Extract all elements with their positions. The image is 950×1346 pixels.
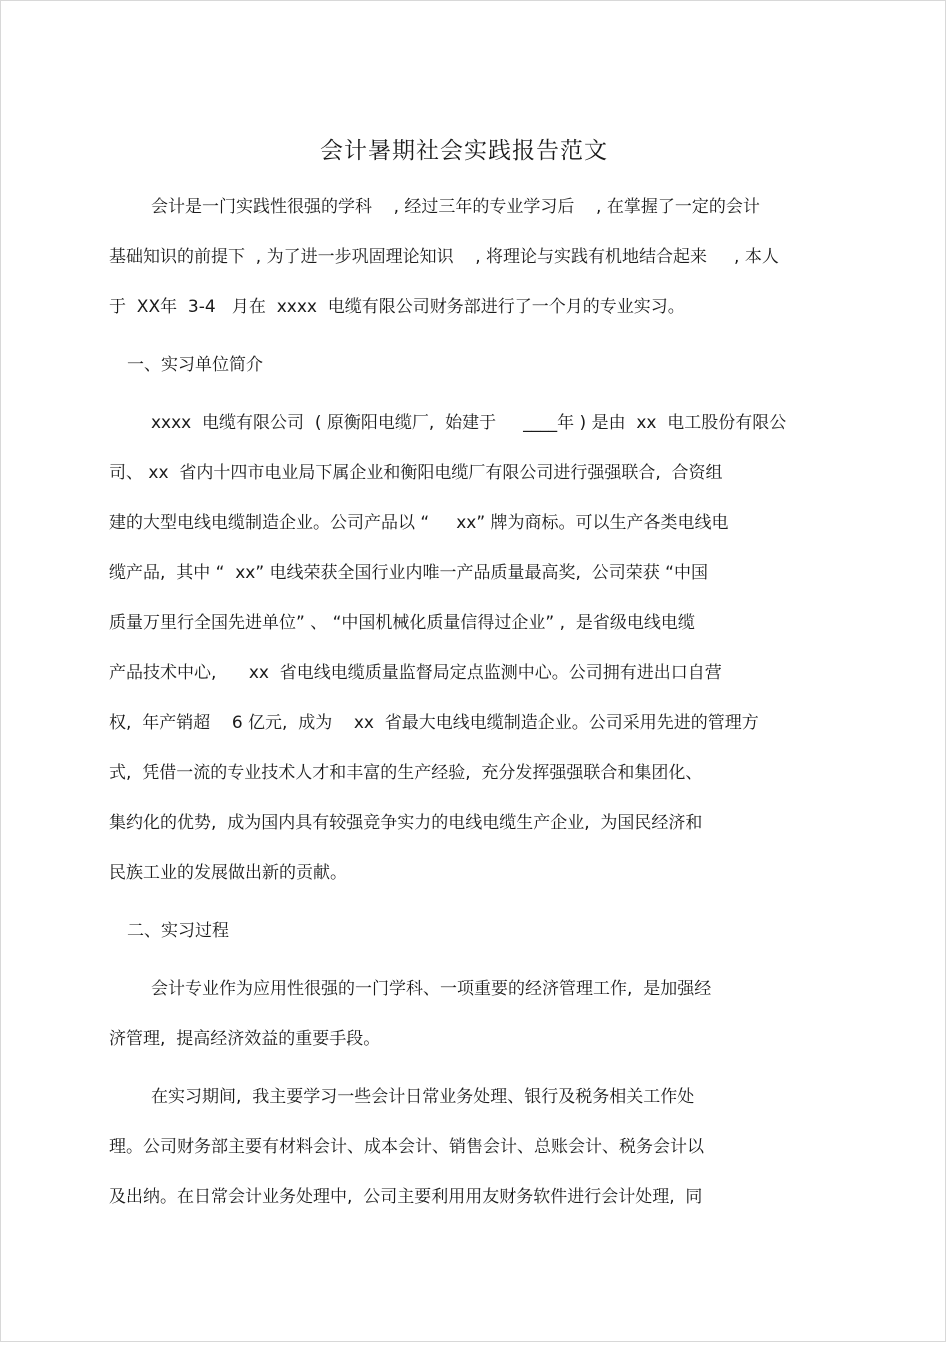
section2-para2-line-1: 在实习期间, 我主要学习一些会计日常业务处理、银行及税务相关工作处 [151,1087,695,1107]
section2-para1-line-2: 济管理, 提高经济效益的重要手段。 [109,1029,381,1049]
intro-line-3: 于 XX年 3-4 月在 xxxx 电缆有限公司财务部进行了一个月的专业实习。 [109,297,685,317]
intro-line-2: 基础知识的前提下 , 为了进一步巩固理论知识 , 将理论与实践有机地结合起来 , 本人 [109,247,779,267]
section1-line-3: 建的大型电线电缆制造企业。公司产品以 “ xx” 牌为商标。可以生产各类电线电 [109,513,729,533]
section1-line-6: 产品技术中心, xx 省电线电缆质量监督局定点监测中心。公司拥有进出口自营 [109,663,722,683]
section2-para2-line-3: 及出纳。在日常会计业务处理中, 公司主要利用用友财务软件进行会计处理, 同 [109,1187,703,1207]
section2-para1-line-1: 会计专业作为应用性很强的一门学科、一项重要的经济管理工作, 是加强经 [151,979,712,999]
intro-line-1: 会计是一门实践性很强的学科 , 经过三年的专业学习后 , 在掌握了一定的会计 [151,197,760,217]
section-heading-2: 二、实习过程 [127,921,229,941]
section1-line-10: 民族工业的发展做出新的贡献。 [109,863,347,883]
section1-line-2: 司、 xx 省内十四市电业局下属企业和衡阳电缆厂有限公司进行强强联合, 合资组 [109,463,723,483]
section1-line-5: 质量万里行全国先进单位” 、 “中国机械化质量信得过企业” , 是省级电线电缆 [109,613,695,633]
section1-line-9: 集约化的优势, 成为国内具有较强竞争实力的电线电缆生产企业, 为国民经济和 [109,813,703,833]
section1-line-1: xxxx 电缆有限公司 ( 原衡阳电缆厂, 始建于 ____年 ) 是由 xx 电工股份有限公 [151,413,787,433]
section1-line-7: 权, 年产销超 6 亿元, 成为 xx 省最大电线电缆制造企业。公司采用先进的管理方 [109,713,759,733]
section2-para2-line-2: 理。公司财务部主要有材料会计、成本会计、销售会计、总账会计、税务会计以 [109,1137,704,1157]
section1-line-8: 式, 凭借一流的专业技术人才和丰富的生产经验, 充分发挥强强联合和集团化、 [109,763,703,783]
section-heading-1: 一、实习单位简介 [127,355,263,375]
document-title: 会计暑期社会实践报告范文 [320,138,608,164]
section1-line-4: 缆产品, 其中 “ xx” 电线荣获全国行业内唯一产品质量最高奖, 公司荣获 “中国 [109,563,708,583]
